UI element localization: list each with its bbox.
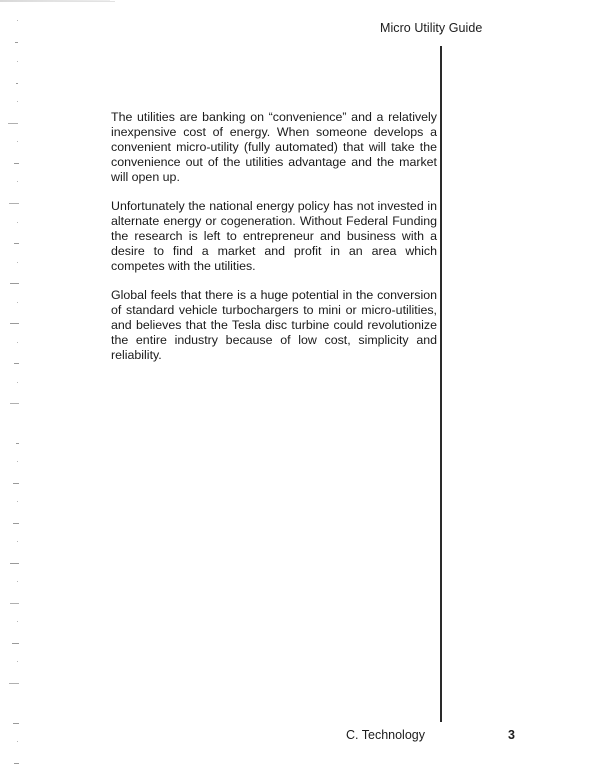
footer-section-label: C. Technology <box>346 728 425 742</box>
page-number: 3 <box>508 728 515 742</box>
binding-margin-marks <box>0 0 40 781</box>
paragraph: Unfortunately the national energy policy has not invested in alternate energy or cogeneration. Without Federal Funding the research is left to entrepreneur and business with a desire to find a market and profit in an area which competes with the utilities. <box>111 199 437 273</box>
body-text <box>111 110 437 377</box>
paragraph: The utilities are banking on “convenience” and a relatively inexpensive cost of energy. When someone develops a convenient micro-utility (fully automated) that will take the convenience out of the utilities advantage and the market will open up. <box>111 110 437 184</box>
running-header-title: Micro Utility Guide <box>380 21 483 35</box>
scan-edge-artifact <box>55 1 115 2</box>
paragraph: Global feels that there is a huge potential in the conversion of standard vehicle turbochargers to mini or micro-utilities, and believes that the Tesla disc turbine could revolutionize the entire industry because of low cost, simplicity and reliability. <box>111 288 437 362</box>
change-bar-rule <box>440 46 442 722</box>
